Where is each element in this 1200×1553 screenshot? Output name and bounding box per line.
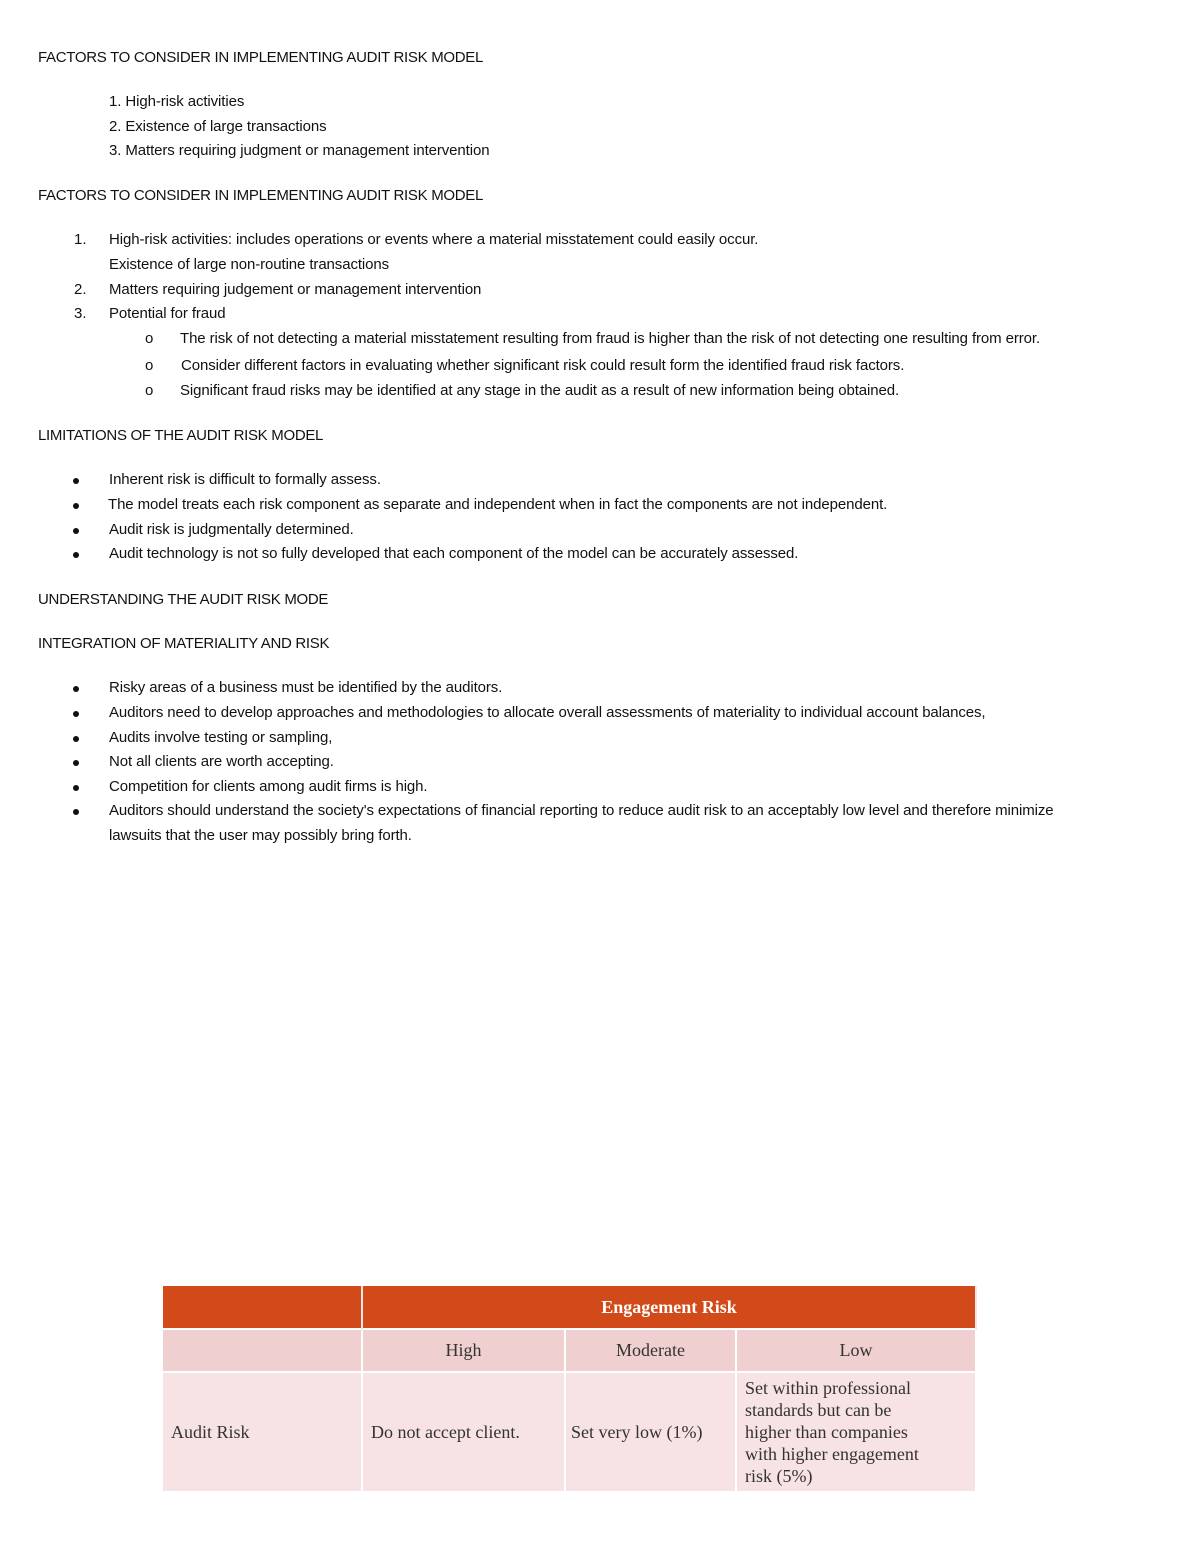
column-high: High	[362, 1329, 565, 1372]
cell-low-line: higher than companies	[744, 1422, 908, 1442]
bullet-icon	[73, 503, 79, 509]
cell-moderate: Set very low (1%)	[565, 1372, 736, 1491]
cell-low-line: with higher engagement	[744, 1444, 919, 1464]
sub-list-item: The risk of not detecting a material misstatement resulting from fraud is higher than the risk of not detecting one resulting from error.	[180, 330, 1041, 347]
list-marker: 1.	[74, 231, 87, 248]
sub-bullet-marker: o	[145, 357, 154, 374]
list-item: Risky areas of a business must be identified by the auditors.	[109, 679, 503, 696]
table-blank-cell	[163, 1329, 362, 1372]
table-row	[163, 1372, 976, 1491]
table-subheader-row	[163, 1329, 976, 1372]
engagement-risk-table	[163, 1286, 977, 1491]
sub-list-item: Significant fraud risks may be identified at any stage in the audit as a result of new information being obtained.	[180, 382, 900, 399]
row-label-audit-risk: Audit Risk	[163, 1372, 362, 1491]
column-low: Low	[736, 1329, 976, 1372]
list-marker: 2.	[74, 281, 87, 298]
section-heading: INTEGRATION OF MATERIALITY AND RISK	[38, 635, 330, 652]
sub-bullet-marker: o	[145, 330, 154, 347]
table-header-row	[163, 1286, 976, 1329]
cell-high: Do not accept client.	[362, 1372, 565, 1491]
bullet-icon	[73, 760, 79, 766]
list-item: 3. Matters requiring judgment or management intervention	[109, 142, 490, 159]
column-moderate: Moderate	[565, 1329, 736, 1372]
list-item: Auditors should understand the society's expectations of financial reporting to reduce audit risk to an acceptably low level and therefore minimize	[109, 802, 1054, 819]
bullet-icon	[73, 528, 79, 534]
cell-low-line: Set within professional	[744, 1378, 911, 1398]
cell-low	[736, 1372, 976, 1491]
sub-bullet-marker: o	[145, 382, 154, 399]
section-heading: FACTORS TO CONSIDER IN IMPLEMENTING AUDIT RISK MODEL	[38, 187, 484, 204]
sub-list-item: Consider different factors in evaluating whether significant risk could result form the identified fraud risk factors.	[181, 357, 905, 374]
list-item: Audit technology is not so fully developed that each component of the model can be accurately assessed.	[109, 545, 799, 562]
bullet-icon	[73, 478, 79, 484]
list-item: Auditors need to develop approaches and methodologies to allocate overall assessments of materiality to individual account balances,	[109, 704, 986, 721]
list-item: Existence of large non-routine transactions	[109, 256, 390, 273]
list-item: The model treats each risk component as separate and independent when in fact the components are not independent.	[108, 496, 888, 513]
section-heading: LIMITATIONS OF THE AUDIT RISK MODEL	[38, 427, 324, 444]
section-heading: FACTORS TO CONSIDER IN IMPLEMENTING AUDIT RISK MODEL	[38, 49, 484, 66]
list-item: High-risk activities: includes operations or events where a material misstatement could easily occur.	[109, 231, 759, 248]
list-item: Inherent risk is difficult to formally assess.	[109, 471, 381, 488]
list-item: Audit risk is judgmentally determined.	[109, 521, 354, 538]
list-item: 1. High-risk activities	[109, 93, 245, 110]
cell-low-line: standards but can be	[744, 1400, 892, 1420]
list-item: Competition for clients among audit firms is high.	[109, 778, 428, 795]
bullet-icon	[73, 809, 79, 815]
section-heading: UNDERSTANDING THE AUDIT RISK MODE	[38, 591, 329, 608]
list-item: Not all clients are worth accepting.	[109, 753, 334, 770]
list-item: Audits involve testing or sampling,	[109, 729, 333, 746]
bullet-icon	[73, 711, 79, 717]
bullet-icon	[73, 736, 79, 742]
table-corner-cell	[163, 1286, 362, 1329]
bullet-icon	[73, 785, 79, 791]
list-item: 2. Existence of large transactions	[109, 118, 327, 135]
list-item: Matters requiring judgement or management intervention	[109, 281, 482, 298]
cell-low-line: risk (5%)	[744, 1466, 813, 1486]
bullet-icon	[73, 686, 79, 692]
list-marker: 3.	[74, 305, 87, 322]
bullet-icon	[73, 552, 79, 558]
engagement-risk-header: Engagement Risk	[362, 1286, 976, 1329]
list-item: Potential for fraud	[109, 305, 226, 322]
list-item-continuation: lawsuits that the user may possibly bring forth.	[109, 827, 412, 844]
